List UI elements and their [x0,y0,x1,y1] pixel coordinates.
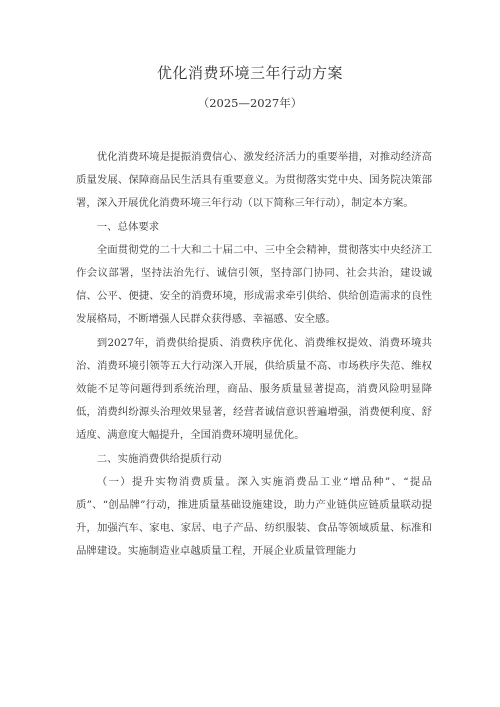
document-title: 优化消费环境三年行动方案 [156,64,343,82]
general-requirements-paragraph: 全面贯彻党的二十大和二十届二中、三中全会精神，贯彻落实中央经济工作会议部署，坚持法治先行、诚信引领，坚持部门协同、社会共治，建设诚信、公平、便捷、安全的消费环境，形成需求牵引供给、供给创造需求的良性发展格局，不断增强人民群众获得感、幸福感、安全感。 [76,243,432,326]
goals-2027-paragraph: 到2027年，消费供给提质、消费秩序优化、消费维权提效、消费环境共治、消费环境引领等五大行动深入开展，供给质量不高、市场秩序失范、维权效能不足等问题得到系统治理，商品、服务质量显著提高，消费风险明显降低，消费纠纷源头治理效果显著，经营者诚信意识普遍增强，消费便利度、舒适度、满意度大幅提升，全国消费环境明显优化。 [76,336,432,442]
document-body [76,146,432,564]
section-heading-supply-quality-action: 二、实施消费供给提质行动 [96,452,222,465]
document-subtitle: （2025—2027年） [197,96,303,110]
supply-quality-paragraph: （一）提升实物消费质量。深入实施消费品工业“增品种”、“提品质”、“创品牌”行动，推进质量基础设施建设，助力产业链供应链质量联动提升，加强汽车、家电、家居、电子产品、纺织服装、食品等领域质量、标准和品牌建设。实施制造业卓越质量工程，开展企业质量管理能力 [76,475,432,558]
section-heading-general-requirements: 一、总体要求 [96,220,160,233]
intro-paragraph: 优化消费环境是提振消费信心、激发经济活力的重要举措，对推动经济高质量发展、保障商品民生活具有重要意义。为贯彻落实党中央、国务院决策部署，深入开展优化消费环境三年行动（以下简称三年行动），制定本方案。 [76,151,432,210]
